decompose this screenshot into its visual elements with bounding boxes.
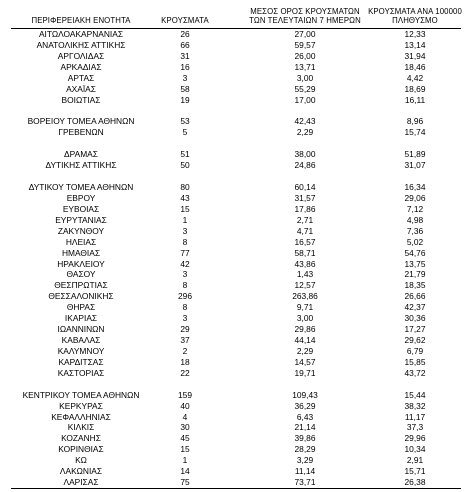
avg-cell: 13,71 bbox=[294, 61, 316, 72]
avg-cell: 2,29 bbox=[296, 345, 314, 356]
region-cell: ΓΡΕΒΕΝΩΝ bbox=[58, 127, 104, 138]
cases-cell: 43 bbox=[180, 192, 190, 203]
table-row bbox=[0, 423, 466, 432]
rate-cell: 16,34 bbox=[404, 182, 426, 193]
region-cell: ΖΑΚΥΝΘΟΥ bbox=[57, 225, 105, 236]
region-cell: ΗΡΑΚΛΕΙΟΥ bbox=[57, 258, 105, 269]
cases-cell: 37 bbox=[180, 335, 190, 346]
region-cell: ΑΙΤΩΛΟΑΚΑΡΝΑΝΙΑΣ bbox=[38, 29, 124, 39]
table-row bbox=[0, 52, 466, 61]
cases-cell: 22 bbox=[180, 367, 190, 378]
rate-cell: 18,69 bbox=[404, 83, 426, 94]
cases-cell: 14 bbox=[180, 466, 190, 477]
cases-cell: 42 bbox=[180, 258, 190, 269]
avg-cell: 36,29 bbox=[294, 400, 316, 411]
avg-cell: 43,86 bbox=[294, 258, 316, 269]
table-row bbox=[0, 249, 466, 258]
region-cell: ΕΥΡΥΤΑΝΙΑΣ bbox=[55, 214, 107, 225]
cases-cell: 45 bbox=[180, 433, 190, 444]
cases-cell: 3 bbox=[182, 269, 188, 280]
table-row bbox=[0, 30, 466, 39]
avg-cell: 38,00 bbox=[294, 149, 316, 160]
cases-cell: 51 bbox=[180, 149, 190, 160]
region-cell: ΙΚΑΡΙΑΣ bbox=[64, 313, 98, 324]
rate-cell: 4,42 bbox=[406, 72, 424, 83]
region-cell: ΚΑΡΔΙΤΣΑΣ bbox=[58, 356, 104, 367]
cases-cell: 19 bbox=[180, 94, 190, 105]
rate-cell: 30,36 bbox=[404, 313, 426, 324]
table-row bbox=[0, 303, 466, 312]
table-row bbox=[0, 467, 466, 476]
avg-cell: 3,29 bbox=[296, 455, 314, 466]
region-cell: ΗΜΑΘΙΑΣ bbox=[61, 247, 101, 258]
rate-cell: 7,36 bbox=[406, 225, 424, 236]
region-cell: ΚΕΦΑΛΛΗΝΙΑΣ bbox=[51, 411, 111, 422]
avg-cell: 12,57 bbox=[294, 280, 316, 291]
avg-cell: 9,71 bbox=[296, 302, 314, 313]
cases-cell: 15 bbox=[180, 444, 190, 455]
avg-cell: 26,00 bbox=[294, 50, 316, 61]
table-row bbox=[0, 63, 466, 72]
rate-cell: 11,17 bbox=[404, 411, 426, 422]
rate-cell: 29,96 bbox=[404, 433, 426, 444]
avg-cell: 2,29 bbox=[296, 127, 314, 138]
avg-cell: 109,43 bbox=[292, 389, 318, 400]
table-row bbox=[0, 260, 466, 269]
avg-header-line2: ΤΩΝ ΤΕΛΕΥΤΑΙΩΝ 7 ΗΜΕΡΩΝ bbox=[249, 16, 361, 25]
cases-cell: 1 bbox=[182, 214, 188, 225]
avg-cell: 58,71 bbox=[294, 247, 316, 258]
rate-header-line1: ΚΡΟΥΣΜΑΤΑ ΑΝΑ 100000 bbox=[368, 7, 462, 16]
region-cell: ΑΡΚΑΔΙΑΣ bbox=[60, 61, 102, 72]
region-cell: ΑΝΑΤΟΛΙΚΗΣ ΑΤΤΙΚΗΣ bbox=[36, 39, 126, 50]
rate-cell: 21,79 bbox=[404, 269, 426, 280]
rate-cell: 54,76 bbox=[404, 247, 426, 258]
table-row bbox=[0, 96, 466, 105]
rate-cell: 15,71 bbox=[404, 466, 426, 477]
rate-cell: 26,38 bbox=[404, 477, 426, 488]
region-cell: ΚΩ bbox=[75, 455, 87, 466]
table-row bbox=[0, 74, 466, 83]
cases-cell: 16 bbox=[180, 61, 190, 72]
region-cell: ΕΥΒΟΙΑΣ bbox=[62, 203, 100, 214]
table-row bbox=[0, 161, 466, 170]
avg-cell: 60,14 bbox=[294, 182, 316, 193]
rate-header-line2: ΠΛΗΘΥΣΜΟ bbox=[392, 16, 438, 25]
avg-cell: 16,57 bbox=[294, 236, 316, 247]
region-cell: ΚΟΖΑΝΗΣ bbox=[61, 433, 101, 444]
table-row bbox=[0, 325, 466, 334]
table-row bbox=[0, 413, 466, 422]
region-cell: ΑΡΤΑΣ bbox=[67, 72, 95, 83]
rate-cell: 6,79 bbox=[406, 345, 424, 356]
rate-cell: 15,44 bbox=[404, 389, 426, 400]
cases-cell: 15 bbox=[180, 203, 190, 214]
region-cell: ΒΟΡΕΙΟΥ ΤΟΜΕΑ ΑΘΗΝΩΝ bbox=[27, 116, 135, 127]
cases-cell: 3 bbox=[182, 225, 188, 236]
table-row bbox=[0, 85, 466, 94]
cases-cell: 58 bbox=[180, 83, 190, 94]
table-row bbox=[0, 445, 466, 454]
cases-cell: 4 bbox=[182, 411, 188, 422]
rate-cell: 15,74 bbox=[404, 127, 426, 138]
rate-cell: 38,32 bbox=[404, 400, 426, 411]
table-row bbox=[0, 402, 466, 411]
region-cell: ΛΑΚΩΝΙΑΣ bbox=[59, 466, 103, 477]
table-row bbox=[0, 391, 466, 400]
rate-cell: 12,33 bbox=[404, 29, 426, 39]
rate-cell: 2,91 bbox=[406, 455, 424, 466]
table-row bbox=[0, 292, 466, 301]
region-cell: ΚΑΛΥΜΝΟΥ bbox=[57, 345, 105, 356]
avg-cell: 3,00 bbox=[296, 313, 314, 324]
cases-cell: 53 bbox=[180, 116, 190, 127]
region-cell: ΕΒΡΟΥ bbox=[66, 192, 96, 203]
table-row bbox=[0, 336, 466, 345]
cases-cell: 5 bbox=[182, 127, 188, 138]
avg-cell: 44,14 bbox=[294, 335, 316, 346]
table-row bbox=[0, 270, 466, 279]
cases-cell: 296 bbox=[178, 291, 192, 302]
table-row bbox=[0, 150, 466, 159]
cases-header-label: ΚΡΟΥΣΜΑΤΑ bbox=[161, 16, 209, 25]
rate-cell: 13,75 bbox=[404, 258, 426, 269]
rate-cell: 4,98 bbox=[406, 214, 424, 225]
cases-cell: 1 bbox=[182, 455, 188, 466]
avg-cell: 73,71 bbox=[294, 477, 316, 488]
cases-cell: 40 bbox=[180, 400, 190, 411]
rate-cell: 31,07 bbox=[404, 160, 426, 171]
rate-cell: 10,34 bbox=[404, 444, 426, 455]
avg-cell: 17,00 bbox=[294, 94, 316, 105]
cases-cell: 50 bbox=[180, 160, 190, 171]
avg-cell: 28,29 bbox=[294, 444, 316, 455]
avg-cell: 29,86 bbox=[294, 324, 316, 335]
table-row bbox=[0, 369, 466, 378]
rate-cell: 42,37 bbox=[404, 302, 426, 313]
avg-cell: 2,71 bbox=[296, 214, 314, 225]
cases-cell: 29 bbox=[180, 324, 190, 335]
avg-cell: 31,57 bbox=[294, 192, 316, 203]
avg-cell: 1,43 bbox=[296, 269, 314, 280]
avg-cell: 17,86 bbox=[294, 203, 316, 214]
cases-cell: 3 bbox=[182, 313, 188, 324]
avg-cell: 4,71 bbox=[296, 225, 314, 236]
rate-cell: 15,85 bbox=[404, 356, 426, 367]
avg-cell: 55,29 bbox=[294, 83, 316, 94]
table-row bbox=[0, 183, 466, 192]
avg-cell: 27,00 bbox=[294, 29, 316, 39]
table-row bbox=[0, 314, 466, 323]
cases-cell: 8 bbox=[182, 236, 188, 247]
avg-cell: 24,86 bbox=[294, 160, 316, 171]
cases-cell: 66 bbox=[180, 39, 190, 50]
region-cell: ΘΑΣΟΥ bbox=[66, 269, 96, 280]
table-row bbox=[0, 205, 466, 214]
region-cell: ΚΟΡΙΝΘΙΑΣ bbox=[58, 444, 104, 455]
rate-cell: 5,02 bbox=[406, 236, 424, 247]
avg-cell: 6,43 bbox=[296, 411, 314, 422]
region-cell: ΔΡΑΜΑΣ bbox=[64, 149, 98, 160]
region-cell: ΔΥΤΙΚΟΥ ΤΟΜΕΑ ΑΘΗΝΩΝ bbox=[28, 182, 134, 193]
table-row bbox=[0, 194, 466, 203]
region-cell: ΚΕΝΤΡΙΚΟΥ ΤΟΜΕΑ ΑΘΗΝΩΝ bbox=[22, 389, 140, 400]
region-cell: ΚΑΣΤΟΡΙΑΣ bbox=[57, 367, 105, 378]
region-cell: ΗΛΕΙΑΣ bbox=[65, 236, 97, 247]
cases-cell: 2 bbox=[182, 345, 188, 356]
cases-cell: 8 bbox=[182, 280, 188, 291]
rate-cell: 8,96 bbox=[406, 116, 424, 127]
region-cell: ΙΩΑΝΝΙΝΩΝ bbox=[57, 324, 105, 335]
table-row bbox=[0, 117, 466, 126]
rate-cell: 31,94 bbox=[404, 50, 426, 61]
rate-cell: 43,72 bbox=[404, 367, 426, 378]
avg-cell: 42,43 bbox=[294, 116, 316, 127]
avg-cell: 14,57 bbox=[294, 356, 316, 367]
avg-cell: 263,86 bbox=[292, 291, 318, 302]
rate-cell: 13,14 bbox=[404, 39, 426, 50]
region-cell: ΚΙΛΚΙΣ bbox=[67, 422, 95, 433]
region-header-label: ΠΕΡΙΦΕΡΕΙΑΚΗ ΕΝΟΤΗΤΑ bbox=[31, 16, 131, 25]
region-cell: ΘΗΡΑΣ bbox=[66, 302, 96, 313]
table-row bbox=[0, 456, 466, 465]
region-cell: ΛΑΡΙΣΑΣ bbox=[63, 477, 99, 488]
avg-cell: 59,57 bbox=[294, 39, 316, 50]
table-row bbox=[0, 478, 466, 487]
cases-cell: 3 bbox=[182, 72, 188, 83]
region-cell: ΘΕΣΠΡΩΤΙΑΣ bbox=[54, 280, 108, 291]
table-row bbox=[0, 128, 466, 137]
table-row bbox=[0, 238, 466, 247]
cases-cell: 75 bbox=[180, 477, 190, 488]
avg-cell: 3,00 bbox=[296, 72, 314, 83]
table-row bbox=[0, 281, 466, 290]
table-row bbox=[0, 227, 466, 236]
region-cell: ΘΕΣΣΑΛΟΝΙΚΗΣ bbox=[48, 291, 114, 302]
avg-cell: 19,71 bbox=[294, 367, 316, 378]
cases-cell: 18 bbox=[180, 356, 190, 367]
cases-cell: 77 bbox=[180, 247, 190, 258]
region-cell: ΚΕΡΚΥΡΑΣ bbox=[59, 400, 103, 411]
rate-cell: 37,3 bbox=[406, 422, 424, 433]
table-row bbox=[0, 358, 466, 367]
avg-cell: 21,14 bbox=[294, 422, 316, 433]
rate-cell: 18,35 bbox=[404, 280, 426, 291]
table-row bbox=[0, 434, 466, 443]
region-cell: ΑΧΑΪΑΣ bbox=[66, 83, 96, 94]
table-row bbox=[0, 41, 466, 50]
rate-cell: 18,46 bbox=[404, 61, 426, 72]
cases-cell: 80 bbox=[180, 182, 190, 193]
region-cell: ΔΥΤΙΚΗΣ ΑΤΤΙΚΗΣ bbox=[45, 160, 117, 171]
rate-cell: 29,62 bbox=[404, 335, 426, 346]
avg-cell: 39,86 bbox=[294, 433, 316, 444]
rate-cell: 16,11 bbox=[404, 94, 426, 105]
rate-cell: 29,06 bbox=[404, 192, 426, 203]
cases-cell: 26 bbox=[180, 29, 190, 39]
avg-header-line1: ΜΕΣΟΣ ΟΡΟΣ ΚΡΟΥΣΜΑΤΩΝ bbox=[250, 7, 360, 16]
avg-cell: 11,14 bbox=[294, 466, 316, 477]
cases-cell: 159 bbox=[178, 389, 192, 400]
region-cell: ΑΡΓΟΛΙΔΑΣ bbox=[57, 50, 105, 61]
rate-cell: 17,27 bbox=[404, 324, 426, 335]
table-row bbox=[0, 347, 466, 356]
rate-cell: 7,12 bbox=[406, 203, 424, 214]
table-row bbox=[0, 216, 466, 225]
region-cell: ΒΟΙΩΤΙΑΣ bbox=[61, 94, 101, 105]
rate-cell: 51,89 bbox=[404, 149, 426, 160]
rate-cell: 26,66 bbox=[404, 291, 426, 302]
cases-cell: 31 bbox=[180, 50, 190, 61]
region-cell: ΚΑΒΑΛΑΣ bbox=[61, 335, 101, 346]
cases-cell: 30 bbox=[180, 422, 190, 433]
cases-cell: 8 bbox=[182, 302, 188, 313]
